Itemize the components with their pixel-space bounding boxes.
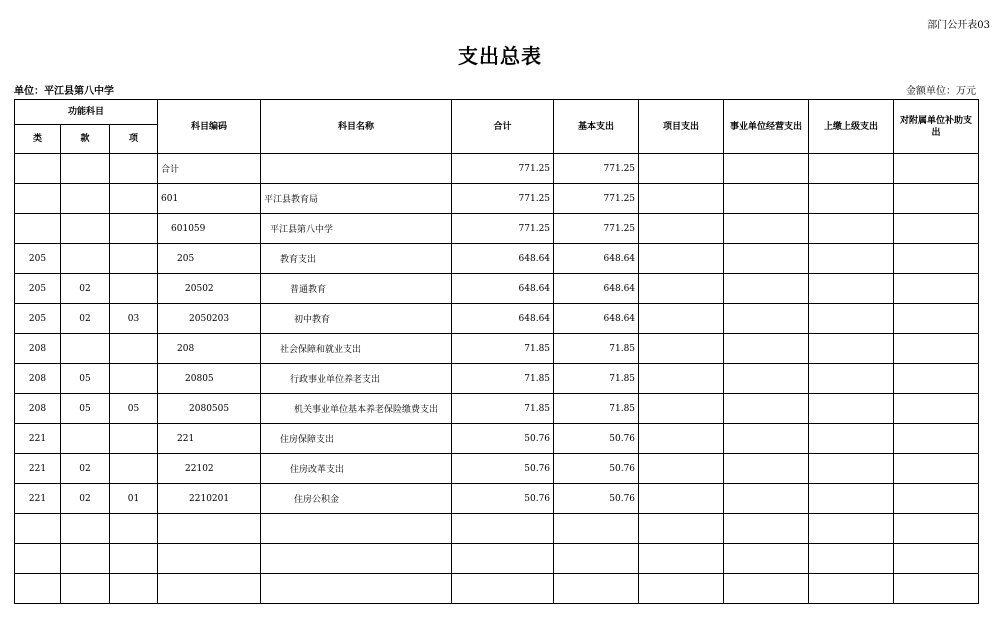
cell-total: 50.76	[452, 424, 554, 454]
cell-code	[158, 544, 261, 574]
page-title: 支出总表	[458, 44, 542, 68]
cell-project	[639, 244, 724, 274]
cell-code	[158, 514, 261, 544]
cell-subsidy	[894, 244, 979, 274]
table-row	[15, 394, 979, 424]
cell-upper	[809, 274, 894, 304]
cell-subsidy	[894, 154, 979, 184]
cell-name	[261, 154, 452, 184]
cell-total: 648.64	[452, 274, 554, 304]
cell-upper	[809, 424, 894, 454]
cell-basic	[554, 574, 639, 604]
header-business: 事业单位经营支出	[724, 100, 809, 154]
table-row	[15, 514, 979, 544]
cell-basic: 50.76	[554, 424, 639, 454]
cell-name	[261, 574, 452, 604]
cell-xiang	[110, 214, 158, 244]
cell-code: 合计	[158, 154, 261, 184]
cell-kuan: 02	[61, 454, 110, 484]
cell-lei	[15, 514, 61, 544]
cell-basic: 50.76	[554, 484, 639, 514]
cell-xiang: 01	[110, 484, 158, 514]
cell-business	[724, 154, 809, 184]
table-row	[15, 424, 979, 454]
cell-business	[724, 394, 809, 424]
cell-project	[639, 514, 724, 544]
cell-subsidy	[894, 424, 979, 454]
cell-kuan: 02	[61, 484, 110, 514]
cell-project	[639, 274, 724, 304]
cell-lei	[15, 214, 61, 244]
header-subsidy: 对附属单位补助支出	[894, 100, 979, 154]
cell-kuan	[61, 424, 110, 454]
cell-basic: 648.64	[554, 244, 639, 274]
table-header	[15, 100, 979, 154]
cell-kuan	[61, 184, 110, 214]
cell-business	[724, 274, 809, 304]
cell-lei	[15, 544, 61, 574]
header-func-group: 功能科目	[15, 100, 158, 125]
expenditure-table	[14, 99, 979, 604]
cell-name: 社会保障和就业支出	[261, 334, 452, 364]
cell-upper	[809, 364, 894, 394]
cell-project	[639, 214, 724, 244]
cell-code: 221	[158, 424, 261, 454]
cell-subsidy	[894, 454, 979, 484]
cell-project	[639, 484, 724, 514]
cell-basic: 71.85	[554, 334, 639, 364]
cell-basic: 771.25	[554, 214, 639, 244]
cell-business	[724, 304, 809, 334]
cell-upper	[809, 454, 894, 484]
cell-upper	[809, 244, 894, 274]
cell-business	[724, 544, 809, 574]
amount-unit-label: 金额单位：万元	[906, 86, 976, 97]
cell-total: 648.64	[452, 304, 554, 334]
header-basic: 基本支出	[554, 100, 639, 154]
cell-upper	[809, 184, 894, 214]
cell-kuan	[61, 214, 110, 244]
table-row	[15, 484, 979, 514]
cell-upper	[809, 214, 894, 244]
cell-upper	[809, 154, 894, 184]
cell-basic: 648.64	[554, 274, 639, 304]
cell-subsidy	[894, 574, 979, 604]
cell-project	[639, 394, 724, 424]
cell-kuan	[61, 514, 110, 544]
table-row	[15, 544, 979, 574]
cell-lei: 208	[15, 334, 61, 364]
cell-total	[452, 544, 554, 574]
cell-xiang	[110, 274, 158, 304]
cell-code: 2210201	[158, 484, 261, 514]
cell-name: 住房改革支出	[261, 454, 452, 484]
cell-name	[261, 544, 452, 574]
cell-code: 2050203	[158, 304, 261, 334]
header-project: 项目支出	[639, 100, 724, 154]
table-row	[15, 274, 979, 304]
cell-lei: 208	[15, 364, 61, 394]
cell-lei: 221	[15, 424, 61, 454]
cell-business	[724, 454, 809, 484]
cell-xiang	[110, 454, 158, 484]
cell-upper	[809, 394, 894, 424]
cell-xiang	[110, 544, 158, 574]
header-kuan: 款	[61, 125, 110, 154]
cell-kuan	[61, 154, 110, 184]
cell-kuan: 05	[61, 364, 110, 394]
cell-business	[724, 574, 809, 604]
cell-subsidy	[894, 364, 979, 394]
cell-code: 20502	[158, 274, 261, 304]
cell-lei: 221	[15, 484, 61, 514]
cell-kuan	[61, 334, 110, 364]
cell-total: 50.76	[452, 454, 554, 484]
cell-total: 771.25	[452, 184, 554, 214]
cell-name: 教育支出	[261, 244, 452, 274]
table-row	[15, 334, 979, 364]
cell-lei: 208	[15, 394, 61, 424]
cell-name: 住房公积金	[261, 484, 452, 514]
cell-basic: 771.25	[554, 184, 639, 214]
cell-business	[724, 514, 809, 544]
cell-code: 2080505	[158, 394, 261, 424]
cell-total: 71.85	[452, 364, 554, 394]
cell-code: 208	[158, 334, 261, 364]
cell-name: 平江县第八中学	[261, 214, 452, 244]
cell-project	[639, 424, 724, 454]
cell-total: 71.85	[452, 394, 554, 424]
cell-subsidy	[894, 274, 979, 304]
cell-code: 601059	[158, 214, 261, 244]
cell-project	[639, 574, 724, 604]
cell-xiang	[110, 574, 158, 604]
header-code: 科目编码	[158, 100, 261, 154]
cell-basic	[554, 514, 639, 544]
cell-name: 初中教育	[261, 304, 452, 334]
cell-project	[639, 544, 724, 574]
cell-xiang	[110, 334, 158, 364]
cell-project	[639, 454, 724, 484]
cell-upper	[809, 484, 894, 514]
cell-kuan	[61, 544, 110, 574]
cell-kuan	[61, 574, 110, 604]
cell-xiang	[110, 154, 158, 184]
cell-total: 648.64	[452, 244, 554, 274]
cell-xiang: 05	[110, 394, 158, 424]
table-row	[15, 154, 979, 184]
cell-name	[261, 514, 452, 544]
table-row	[15, 184, 979, 214]
cell-lei: 205	[15, 244, 61, 274]
cell-business	[724, 184, 809, 214]
header-total: 合计	[452, 100, 554, 154]
cell-subsidy	[894, 544, 979, 574]
table-row	[15, 364, 979, 394]
cell-total: 50.76	[452, 484, 554, 514]
cell-basic: 771.25	[554, 154, 639, 184]
table-row	[15, 304, 979, 334]
cell-basic: 71.85	[554, 364, 639, 394]
cell-xiang	[110, 364, 158, 394]
cell-lei	[15, 184, 61, 214]
cell-subsidy	[894, 214, 979, 244]
cell-business	[724, 484, 809, 514]
cell-kuan: 02	[61, 304, 110, 334]
cell-basic: 50.76	[554, 454, 639, 484]
cell-code	[158, 574, 261, 604]
cell-total: 771.25	[452, 214, 554, 244]
cell-project	[639, 154, 724, 184]
cell-business	[724, 364, 809, 394]
cell-name: 平江县教育局	[261, 184, 452, 214]
cell-lei: 205	[15, 274, 61, 304]
cell-upper	[809, 574, 894, 604]
cell-basic: 71.85	[554, 394, 639, 424]
header-name: 科目名称	[261, 100, 452, 154]
cell-total	[452, 574, 554, 604]
cell-business	[724, 244, 809, 274]
cell-total: 771.25	[452, 154, 554, 184]
header-lei: 类	[15, 125, 61, 154]
cell-kuan: 05	[61, 394, 110, 424]
cell-total	[452, 514, 554, 544]
header-upper: 上缴上级支出	[809, 100, 894, 154]
cell-subsidy	[894, 394, 979, 424]
cell-code: 22102	[158, 454, 261, 484]
cell-subsidy	[894, 334, 979, 364]
cell-basic: 648.64	[554, 304, 639, 334]
cell-project	[639, 184, 724, 214]
cell-lei	[15, 574, 61, 604]
cell-lei	[15, 154, 61, 184]
cell-upper	[809, 304, 894, 334]
table-body	[15, 154, 979, 604]
cell-code: 20805	[158, 364, 261, 394]
table-row	[15, 454, 979, 484]
table-row	[15, 574, 979, 604]
cell-name: 行政事业单位养老支出	[261, 364, 452, 394]
cell-name: 住房保障支出	[261, 424, 452, 454]
cell-name: 普通教育	[261, 274, 452, 304]
cell-subsidy	[894, 484, 979, 514]
table-row	[15, 214, 979, 244]
unit-label: 单位：平江县第八中学	[14, 86, 114, 97]
cell-lei: 205	[15, 304, 61, 334]
cell-code: 601	[158, 184, 261, 214]
cell-business	[724, 334, 809, 364]
cell-subsidy	[894, 304, 979, 334]
cell-xiang	[110, 244, 158, 274]
form-number: 部门公开表03	[927, 20, 990, 31]
cell-upper	[809, 544, 894, 574]
cell-lei: 221	[15, 454, 61, 484]
cell-total: 71.85	[452, 334, 554, 364]
cell-kuan	[61, 244, 110, 274]
cell-code: 205	[158, 244, 261, 274]
cell-upper	[809, 514, 894, 544]
cell-xiang	[110, 514, 158, 544]
cell-project	[639, 364, 724, 394]
cell-subsidy	[894, 184, 979, 214]
table-row	[15, 244, 979, 274]
cell-project	[639, 304, 724, 334]
cell-basic	[554, 544, 639, 574]
cell-xiang	[110, 424, 158, 454]
cell-name: 机关事业单位基本养老保险缴费支出	[261, 394, 452, 424]
header-xiang: 项	[110, 125, 158, 154]
cell-subsidy	[894, 514, 979, 544]
cell-upper	[809, 334, 894, 364]
cell-business	[724, 424, 809, 454]
cell-xiang	[110, 184, 158, 214]
cell-xiang: 03	[110, 304, 158, 334]
cell-business	[724, 214, 809, 244]
cell-project	[639, 334, 724, 364]
cell-kuan: 02	[61, 274, 110, 304]
